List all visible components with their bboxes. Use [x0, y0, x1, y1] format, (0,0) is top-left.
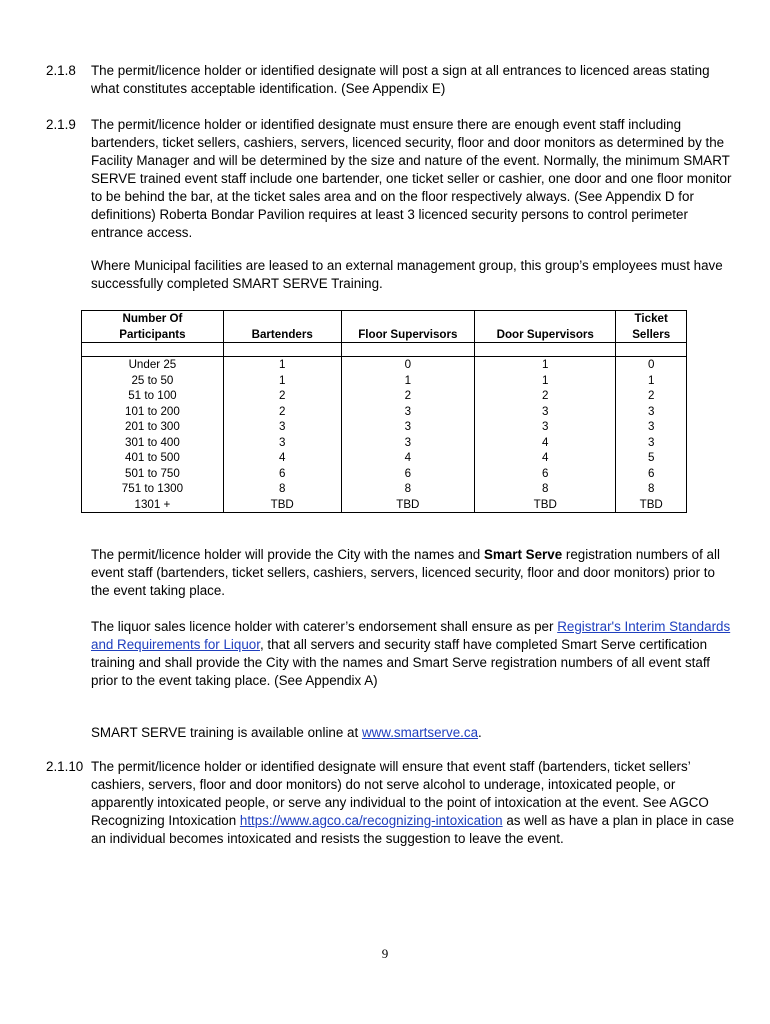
table-cell: 25 to 50 — [82, 373, 224, 389]
section-number: 2.1.10 — [46, 759, 84, 774]
section-2-1-9 — [46, 116, 736, 242]
registrar-standards-link[interactable]: Registrar's Interim Standards and Requirements for Liquor — [91, 619, 731, 652]
table-cell: 1 — [341, 373, 475, 389]
table-cell: 3 — [616, 435, 687, 451]
table-cell: TBD — [223, 497, 341, 513]
table-cell: 8 — [223, 481, 341, 497]
table-row — [82, 481, 687, 497]
table-cell: 501 to 750 — [82, 466, 224, 482]
table-cell: 101 to 200 — [82, 404, 224, 420]
caterer-endorsement-paragraph: The liquor sales licence holder with caterer’s endorsement shall ensure as per Registrar's Interim Standards and Requirements for Liquor, that all servers and security staff have completed Smart Serve certification training and shall provide the City with the names and Smart Serve registration numbers of all event staff prior to the event taking place. (See Appendix A) — [91, 619, 731, 688]
table-row — [82, 373, 687, 389]
table-cell: 2 — [341, 388, 475, 404]
table-cell: 6 — [341, 466, 475, 482]
table-cell: 6 — [223, 466, 341, 482]
table-cell: 1301 + — [82, 497, 224, 513]
table-cell: 6 — [475, 466, 616, 482]
table-cell: 1 — [475, 357, 616, 373]
section-text: The permit/licence holder or identified designate must ensure there are enough event staff including bartenders, ticket sellers, cashiers, servers, licenced security, floor and door monitors as determined by the Facility Manager and will be determined by the size and nature of the event. Normally, the minimum SMART SERVE trained event staff include one bartender, one ticket seller or cashier, one door and one floor monitor to be behind the bar, at the ticket sales area and on the floor respectively always. (See Appendix D for definitions) Roberta Bondar Pavilion requires at least 3 licenced security persons to control perimeter entrance access. — [91, 117, 732, 240]
table-cell: 2 — [223, 388, 341, 404]
table-row — [82, 435, 687, 451]
section-number: 2.1.9 — [46, 117, 76, 132]
smart-serve-names-paragraph: The permit/licence holder will provide the City with the names and Smart Serve registration numbers of all event staff (bartenders, ticket sellers, cashiers, servers, licenced security, floor and door monitors) prior to the event taking place. — [91, 547, 720, 598]
table-cell: 751 to 1300 — [82, 481, 224, 497]
table-cell: 0 — [341, 357, 475, 373]
header-floor-supervisors: Floor Supervisors — [341, 311, 475, 343]
header-ticket-sellers: Ticket Sellers — [616, 311, 687, 343]
section-text: The permit/licence holder or identified designate will ensure that event staff (bartenders, ticket sellers’ cashiers, servers, floor and door monitors) do not serve alcohol to underage, intoxicated people, or apparently intoxicated people, or serve any individual to the point of intoxication at the event. See AGCO Recognizing Intoxication https://www.agco.ca/recognizing-intoxication as well as have a plan in place in case an individual becomes intoxicated and resists the suggestion to leave the event. — [91, 759, 735, 846]
table-cell: 1 — [223, 357, 341, 373]
staffing-requirements-table — [81, 310, 687, 513]
online-training-paragraph: SMART SERVE training is available online at www.smartserve.ca. — [91, 725, 482, 740]
table-row — [82, 388, 687, 404]
table-cell: 1 — [616, 373, 687, 389]
page-number: 9 — [381, 946, 389, 961]
table-row — [82, 357, 687, 373]
table-cell: 1 — [223, 373, 341, 389]
table-cell: 2 — [475, 388, 616, 404]
table-cell: Under 25 — [82, 357, 224, 373]
table-row — [82, 450, 687, 466]
section-2-1-10 — [46, 758, 736, 848]
header-bartenders: Bartenders — [223, 311, 341, 343]
table-cell: 3 — [616, 419, 687, 435]
table-cell: 0 — [616, 357, 687, 373]
table-cell: 3 — [223, 435, 341, 451]
table-cell: 2 — [616, 388, 687, 404]
table-cell: 401 to 500 — [82, 450, 224, 466]
table-row — [82, 466, 687, 482]
table-cell: TBD — [616, 497, 687, 513]
table-cell: 3 — [475, 404, 616, 420]
table-cell: 6 — [616, 466, 687, 482]
table-cell: 3 — [341, 404, 475, 420]
table-cell: 4 — [475, 450, 616, 466]
smartserve-link[interactable]: www.smartserve.ca — [361, 725, 479, 740]
table-spacer-row — [82, 343, 687, 357]
municipal-facilities-paragraph: Where Municipal facilities are leased to an external management group, this group’s employees must have successfully completed SMART SERVE Training. — [91, 258, 723, 291]
table-cell: 201 to 300 — [82, 419, 224, 435]
table-cell: 2 — [223, 404, 341, 420]
table-cell: 3 — [223, 419, 341, 435]
table-cell: 301 to 400 — [82, 435, 224, 451]
table-cell: 8 — [341, 481, 475, 497]
agco-intoxication-link[interactable]: https://www.agco.ca/recognizing-intoxication — [239, 813, 503, 828]
table-cell: 8 — [616, 481, 687, 497]
table-row — [82, 497, 687, 513]
table-cell: 4 — [475, 435, 616, 451]
table-cell: TBD — [475, 497, 616, 513]
table-cell: 3 — [475, 419, 616, 435]
table-cell: 51 to 100 — [82, 388, 224, 404]
table-cell: 3 — [616, 404, 687, 420]
table-cell: 3 — [341, 419, 475, 435]
table-cell: 4 — [341, 450, 475, 466]
table-cell: 3 — [341, 435, 475, 451]
table-cell: 5 — [616, 450, 687, 466]
header-participants: Number Of Participants — [82, 311, 224, 343]
table-header-row — [82, 311, 687, 343]
table-cell: 1 — [475, 373, 616, 389]
table-row — [82, 404, 687, 420]
section-2-1-8 — [46, 62, 736, 98]
table-row — [82, 419, 687, 435]
section-text: The permit/licence holder or identified designate will post a sign at all entrances to licenced areas stating what constitutes acceptable identification. (See Appendix E) — [91, 63, 710, 96]
table-cell: 4 — [223, 450, 341, 466]
section-number: 2.1.8 — [46, 63, 76, 78]
header-door-supervisors: Door Supervisors — [475, 311, 616, 343]
table-cell: 8 — [475, 481, 616, 497]
smart-serve-bold: Smart Serve — [483, 547, 563, 562]
table-cell: TBD — [341, 497, 475, 513]
